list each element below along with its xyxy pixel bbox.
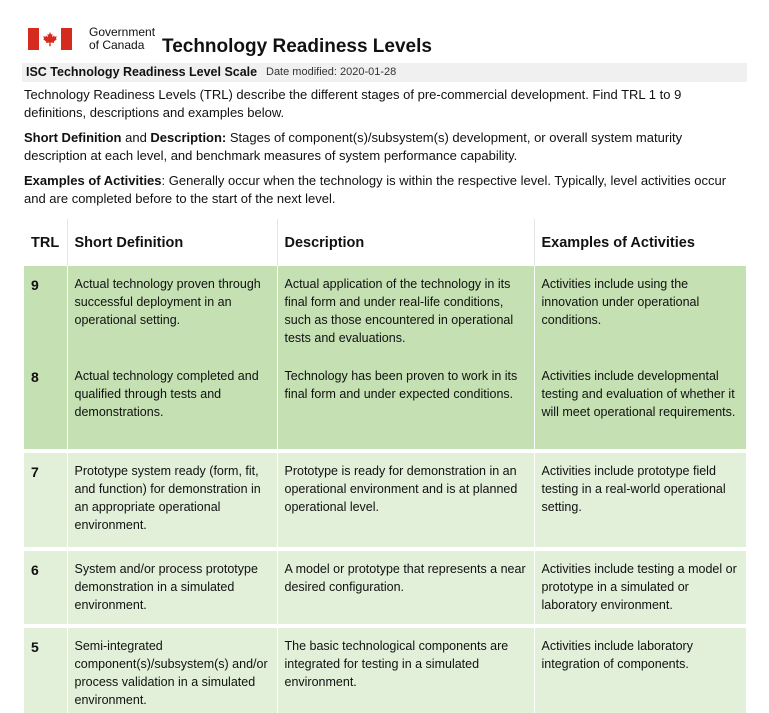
description-cell: Technology has been proven to work in its final form and under expected conditions. xyxy=(277,358,534,449)
description-cell: The basic technological components are integrated for testing in a simulated environment. xyxy=(277,628,534,713)
trl-number: 8 xyxy=(24,358,67,449)
header-trl: TRL xyxy=(24,219,67,266)
table-row xyxy=(24,358,746,449)
definition-text: Stages of component(s)/subsystem(s) development, or overall system maturity description at each level, and benchmark measures of system performance capability. xyxy=(24,130,683,163)
description-cell: Actual application of the technology in its final form and under real-life conditions, such as those encountered in operational tests and evaluations. xyxy=(277,266,534,358)
header-description: Description xyxy=(277,219,534,266)
short-definition-cell: System and/or process prototype demonstration in a simulated environment. xyxy=(67,551,277,624)
trl-table xyxy=(24,219,746,713)
short-definition-cell: Actual technology proven through successful deployment in an operational setting. xyxy=(67,266,277,358)
subheader-bar xyxy=(22,63,747,82)
examples-cell: Activities include laboratory integration of components. xyxy=(534,628,746,713)
examples-paragraph xyxy=(24,172,746,208)
trl-number: 7 xyxy=(24,453,67,547)
short-definition-cell: Semi-integrated component(s)/subsystem(s) and/or process validation in a simulated environment. xyxy=(67,628,277,713)
canada-flag-icon xyxy=(28,28,72,50)
definition-mid-text: and xyxy=(121,130,151,145)
table-row xyxy=(24,551,746,624)
government-wordmark[interactable] xyxy=(89,26,155,52)
header-examples: Examples of Activities xyxy=(534,219,746,266)
government-line1: Government xyxy=(89,25,156,39)
examples-cell: Activities include prototype field testing in a real-world operational setting. xyxy=(534,453,746,547)
definition-paragraph xyxy=(24,129,746,165)
description-cell: A model or prototype that represents a near desired configuration. xyxy=(277,551,534,624)
description-cell: Prototype is ready for demonstration in an operational environment and is at planned operational level. xyxy=(277,453,534,547)
trl-number: 5 xyxy=(24,628,67,713)
examples-bold-label: Examples of Activities xyxy=(24,173,162,188)
examples-cell: Activities include testing a model or prototype in a simulated or laboratory environment. xyxy=(534,551,746,624)
short-definition-cell: Actual technology completed and qualified through tests and demonstrations. xyxy=(67,358,277,449)
page-title: Technology Readiness Levels xyxy=(162,36,432,57)
table-header-row xyxy=(24,219,746,266)
page-header xyxy=(28,26,748,60)
description-bold-label: Description: xyxy=(150,130,227,145)
trl-number: 6 xyxy=(24,551,67,624)
definition-bold-label: Short Definition xyxy=(24,130,122,145)
intro-paragraph: Technology Readiness Levels (TRL) describe the different stages of pre-commercial development. Find TRL 1 to 9 definitions, descriptions and examples below. xyxy=(24,87,682,120)
trl-number: 9 xyxy=(24,266,67,358)
examples-cell: Activities include using the innovation under operational conditions. xyxy=(534,266,746,358)
table-row xyxy=(24,628,746,713)
government-line2: of Canada xyxy=(89,38,145,52)
table-row xyxy=(24,266,746,358)
examples-cell: Activities include developmental testing and evaluation of whether it will meet operational requirements. xyxy=(534,358,746,449)
header-short-definition: Short Definition xyxy=(67,219,277,266)
table-row xyxy=(24,453,746,547)
scale-title: ISC Technology Readiness Level Scale xyxy=(26,65,258,79)
short-definition-cell: Prototype system ready (form, fit, and function) for demonstration in an appropriate operational environment. xyxy=(67,453,277,547)
date-modified: Date modified: 2020-01-28 xyxy=(266,66,397,78)
examples-text: : Generally occur when the technology is within the respective level. Typically, level activities occur and are completed before to the start of the next level. xyxy=(24,173,727,206)
